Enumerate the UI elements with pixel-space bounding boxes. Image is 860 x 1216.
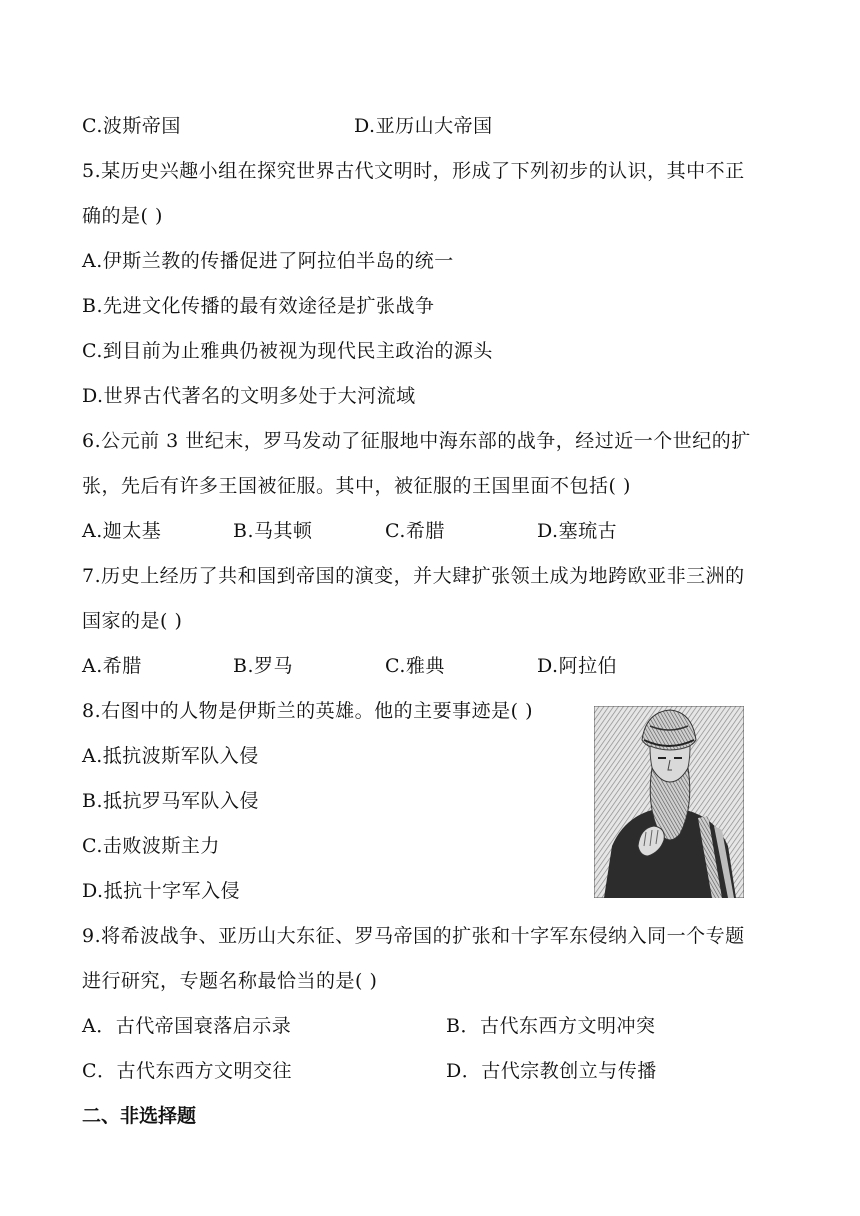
q6-option-d: D.塞琉古: [537, 520, 618, 542]
q7-option-b: B.罗马: [233, 655, 294, 677]
q9-stem-line1: 9.将希波战争、亚历山大东征、罗马帝国的扩张和十字军东侵纳入同一个专题: [82, 925, 745, 947]
q7-option-c: C.雅典: [385, 655, 445, 677]
q5-option-c: C.到目前为止雅典仍被视为现代民主政治的源头: [82, 340, 493, 362]
section-heading: 二、非选择题: [82, 1105, 197, 1127]
portrait-image: [594, 706, 744, 898]
q9-option-c: C．古代东西方文明交往: [82, 1060, 293, 1082]
q9-stem-line2: 进行研究，专题名称最恰当的是( ): [82, 970, 378, 992]
q6-option-a: A.迦太基: [82, 520, 162, 542]
q8-option-a: A.抵抗波斯军队入侵: [82, 745, 259, 767]
q5-option-b: B.先进文化传播的最有效途径是扩张战争: [82, 295, 435, 317]
q9-option-a: A．古代帝国衰落启示录: [82, 1015, 292, 1037]
q6-stem-line2: 张，先后有许多王国被征服。其中，被征服的王国里面不包括( ): [82, 475, 631, 497]
q5-option-d: D.世界古代著名的文明多处于大河流域: [82, 385, 416, 407]
q8-option-d: D.抵抗十字军入侵: [82, 880, 241, 902]
q7-stem-line2: 国家的是( ): [82, 610, 183, 632]
q8-stem: 8.右图中的人物是伊斯兰的英雄。他的主要事迹是( ): [82, 700, 533, 722]
q9-option-d: D．古代宗教创立与传播: [446, 1060, 657, 1082]
q5-option-a: A.伊斯兰教的传播促进了阿拉伯半岛的统一: [82, 250, 454, 272]
q5-stem-line2: 确的是( ): [82, 205, 163, 227]
q7-option-d: D.阿拉伯: [537, 655, 618, 677]
q7-option-a: A.希腊: [82, 655, 142, 677]
q9-option-b: B．古代东西方文明冲突: [446, 1015, 656, 1037]
q6-option-b: B.马其顿: [233, 520, 313, 542]
q8-option-b: B.抵抗罗马军队入侵: [82, 790, 260, 812]
q7-stem-line1: 7.历史上经历了共和国到帝国的演变，并大肆扩张领土成为地跨欧亚非三洲的: [82, 565, 745, 587]
q8-option-c: C.击败波斯主力: [82, 835, 220, 857]
q6-option-c: C.希腊: [385, 520, 445, 542]
q5-stem-line1: 5.某历史兴趣小组在探究世界古代文明时，形成了下列初步的认识，其中不正: [82, 160, 745, 182]
q4-option-c: C.波斯帝国: [82, 115, 181, 137]
q4-option-d: D.亚历山大帝国: [354, 115, 493, 137]
q6-stem-line1: 6.公元前 3 世纪末，罗马发动了征服地中海东部的战争，经过近一个世纪的扩: [82, 430, 751, 452]
